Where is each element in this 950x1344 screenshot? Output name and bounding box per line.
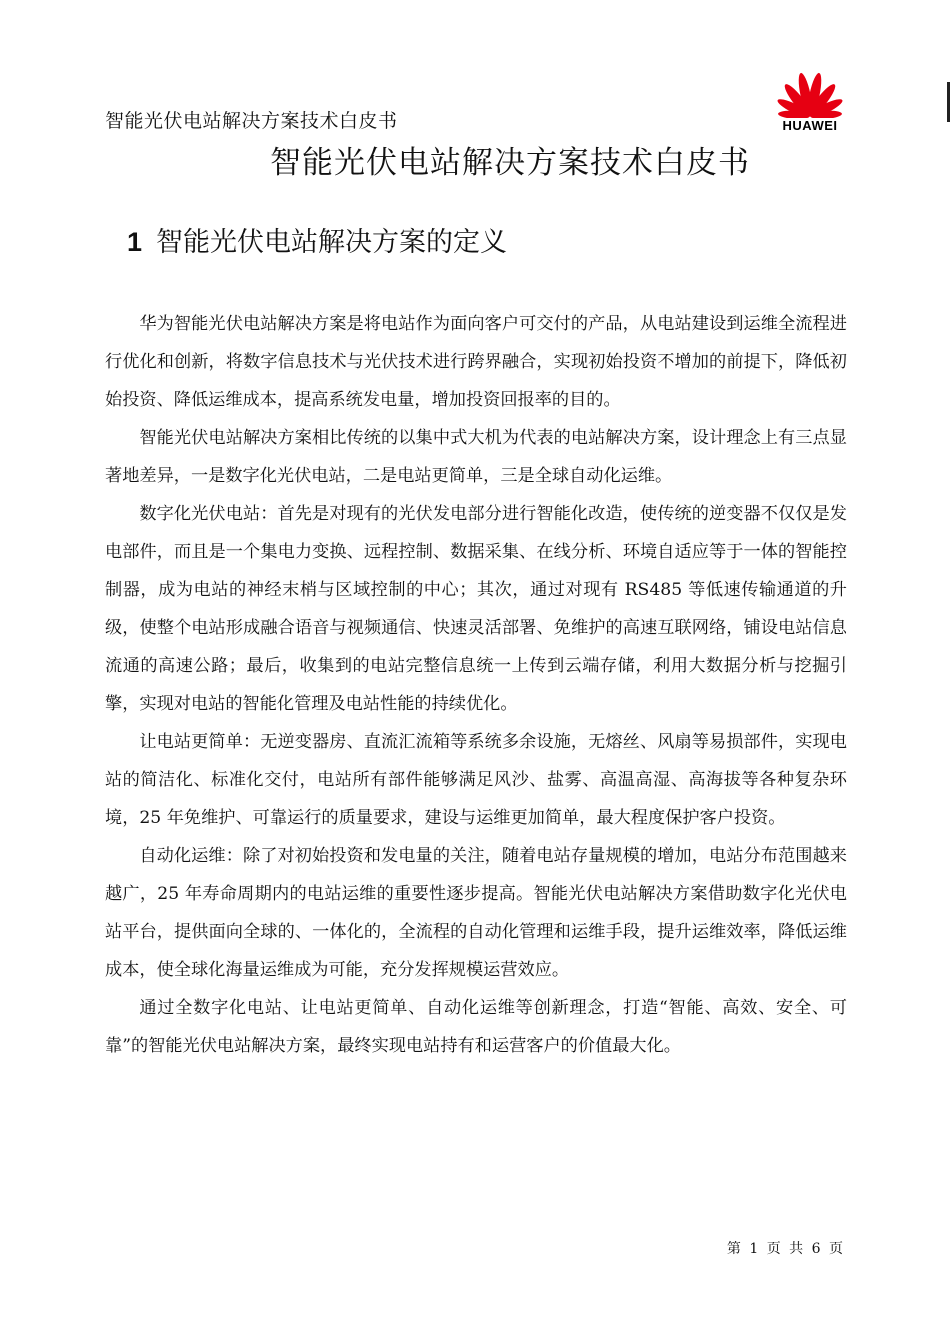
body-text	[105, 305, 847, 1065]
page-number: 第 1 页 共 6 页	[726, 1241, 845, 1257]
paragraph: 自动化运维：除了对初始投资和发电量的关注，随着电站存量规模的增加，电站分布范围越来越广，25 年寿命周期内的电站运维的重要性逐步提高。智能光伏电站解决方案借助数字化光伏电站平台，提供面向全球的、一体化的，全流程的自动化管理和运维手段，提升运维效率，降低运维成本，使全球化海量运维成为可能，充分发挥规模运营效应。	[105, 846, 847, 980]
section-heading	[127, 220, 507, 259]
paragraph: 智能光伏电站解决方案相比传统的以集中式大机为代表的电站解决方案，设计理念上有三点显著地差异，一是数字化光伏电站，二是电站更简单，三是全球自动化运维。	[105, 428, 847, 486]
section-number: 1	[127, 227, 143, 257]
section-title: 智能光伏电站解决方案的定义	[156, 227, 508, 258]
paragraph: 华为智能光伏电站解决方案是将电站作为面向客户可交付的产品，从电站建设到运维全流程进行优化和创新，将数字信息技术与光伏技术进行跨界融合，实现初始投资不增加的前提下，降低初始投资、降低运维成本，提高系统发电量，增加投资回报率的目的。	[105, 314, 847, 410]
paragraph: 数字化光伏电站：首先是对现有的光伏发电部分进行智能化改造，使传统的逆变器不仅仅是发电部件，而且是一个集电力变换、远程控制、数据采集、在线分析、环境自适应等于一体的智能控制器，成为电站的神经末梢与区域控制的中心；其次，通过对现有 RS485 等低速传输通道的升级，使整个电站形成融合语音与视频通信、快速灵活部署、免维护的高速互联网络，铺设电站信息流通的高速公路；最后，收集到的电站完整信息统一上传到云端存储，利用大数据分析与挖掘引擎，实现对电站的智能化管理及电站性能的持续优化。	[105, 504, 847, 714]
running-header-title: 智能光伏电站解决方案技术白皮书	[105, 110, 398, 132]
huawei-logo	[775, 62, 845, 134]
paragraph: 让电站更简单：无逆变器房、直流汇流箱等系统多余设施，无熔丝、风扇等易损部件，实现电站的简洁化、标准化交付，电站所有部件能够满足风沙、盐雾、高温高湿、高海拔等各种复杂环境，25 年免维护、可靠运行的质量要求，建设与运维更加简单，最大程度保护客户投资。	[105, 732, 847, 828]
logo-wordmark: HUAWEI	[782, 118, 838, 133]
document-title	[0, 137, 950, 182]
huawei-petal-logo-icon	[775, 62, 845, 118]
paragraph: 通过全数字化电站、让电站更简单、自动化运维等创新理念，打造“智能、高效、安全、可靠”的智能光伏电站解决方案，最终实现电站持有和运营客户的价值最大化。	[105, 998, 847, 1056]
document-title-text: 智能光伏电站解决方案技术白皮书	[270, 145, 750, 181]
